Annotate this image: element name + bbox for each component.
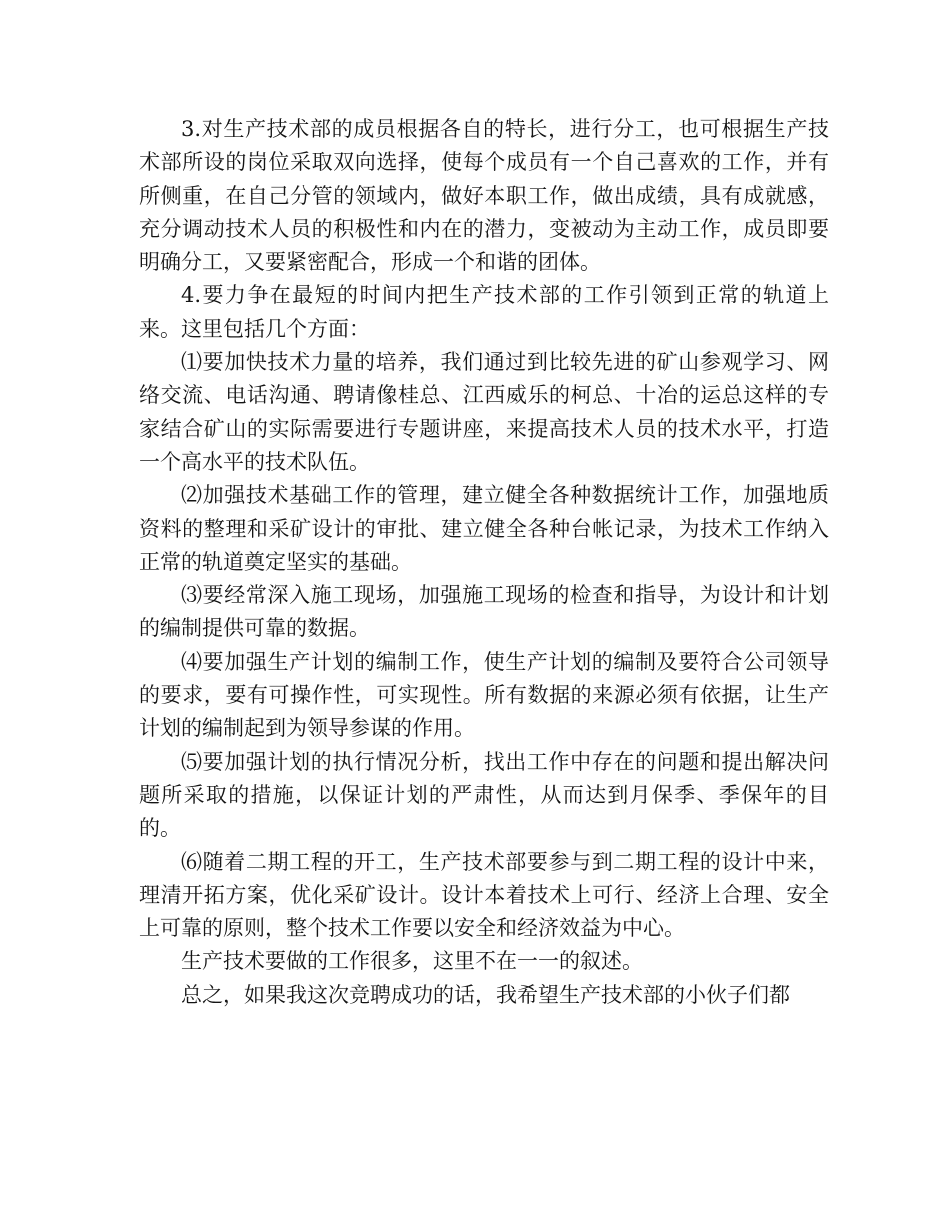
paragraph-item-3-division-of-labor: 3.对生产技术部的成员根据各自的特长，进行分工，也可根据生产技术部所设的岗位采取双向选择，使每个成员有一个自己喜欢的工作，并有所侧重，在自己分管的领域内，做好本职工作，做出成绩，具有成就感，充分调动技术人员的积极性和内在的潜力，变被动为主动工作，成员即要明确分工，又要紧密配合，形成一个和谐的团体。 [139, 117, 829, 275]
paragraph-sub-2-foundation-management: ⑵加强技术基础工作的管理，建立健全各种数据统计工作，加强地质资料的整理和采矿设计的审批、建立健全各种台帐记录，为技术工作纳入正常的轨道奠定坚实的基础。 [139, 483, 829, 574]
paragraph-sub-6-phase-two-design: ⑹随着二期工程的开工，生产技术部要参与到二期工程的设计中来，理清开拓方案，优化采矿设计。设计本着技术上可行、经济上合理、安全上可靠的原则，整个技术工作要以安全和经济效益为中心。 [139, 849, 829, 941]
paragraph-sub-1-technical-training: ⑴要加快技术力量的培养，我们通过到比较先进的矿山参观学习、网络交流、电话沟通、聘请像桂总、江西威乐的柯总、十冶的运总这样的专家结合矿山的实际需要进行专题讲座，来提高技术人员的技术水平，打造一个高水平的技术队伍。 [139, 350, 829, 474]
document-body [139, 113, 829, 1012]
paragraph-summary-note: 生产技术要做的工作很多，这里不在一一的叙述。 [181, 949, 643, 974]
paragraph-sub-5-plan-analysis: ⑸要加强计划的执行情况分析，找出工作中存在的问题和提出解决问题所采取的措施，以保证计划的严肃性，从而达到月保季、季保年的目的。 [139, 749, 829, 841]
paragraph-item-4-get-on-track: 4.要力争在最短的时间内把生产技术部的工作引领到正常的轨道上来。这里包括几个方面： [139, 283, 829, 341]
paragraph-sub-4-production-planning: ⑷要加强生产计划的编制工作，使生产计划的编制及要符合公司领导的要求，要有可操作性，可实现性。所有数据的来源必须有依据，让生产计划的编制起到为领导参谋的作用。 [139, 649, 829, 741]
paragraph-sub-3-site-inspection: ⑶要经常深入施工现场，加强施工现场的检查和指导，为设计和计划的编制提供可靠的数据。 [139, 583, 829, 641]
paragraph-conclusion: 总之，如果我这次竞聘成功的话，我希望生产技术部的小伙子们都 [181, 982, 790, 1007]
